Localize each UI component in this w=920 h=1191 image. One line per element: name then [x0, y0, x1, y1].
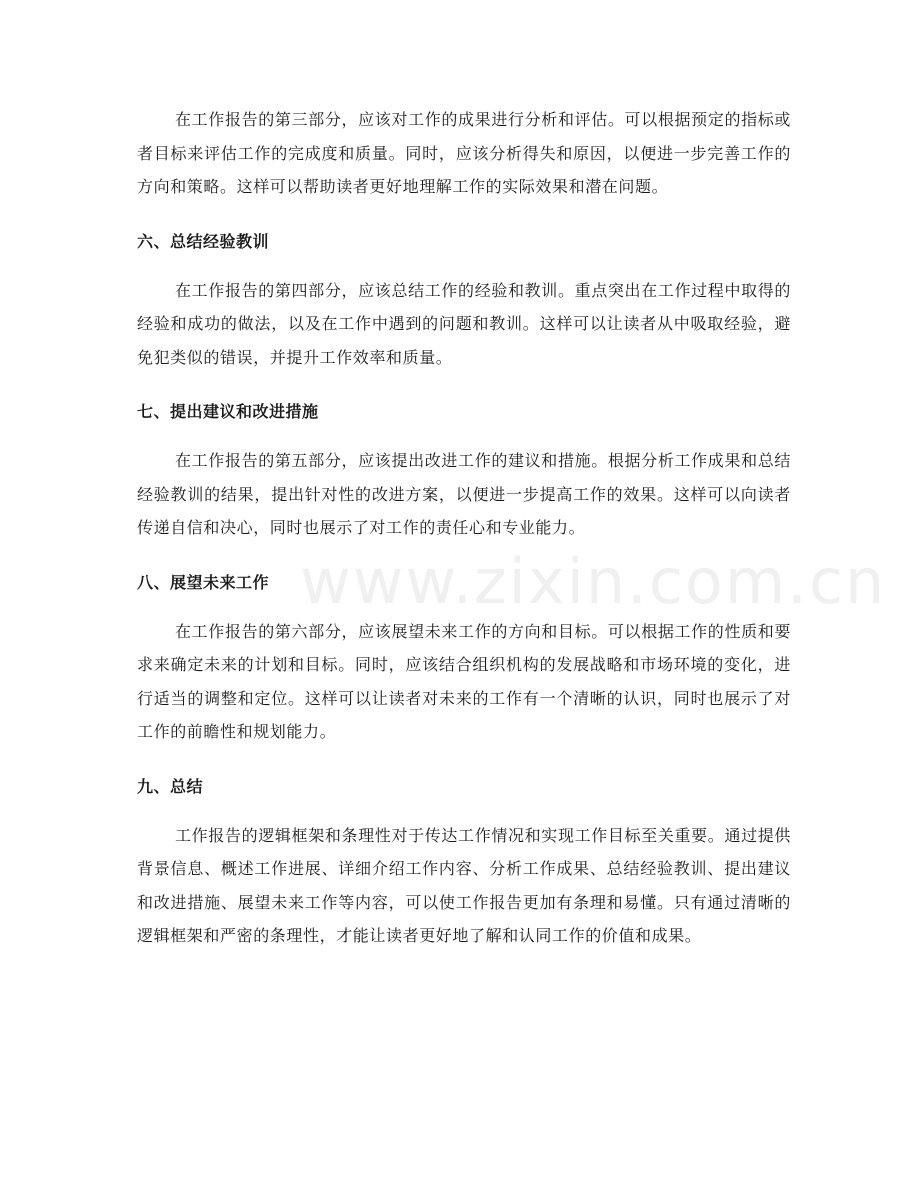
paragraph-conclusion: 工作报告的逻辑框架和条理性对于传达工作情况和实现工作目标至关重要。通过提供背景信息、概述工作进展、详细介绍工作内容、分析工作成果、总结经验教训、提出建议和改进措施、展望未来工作等内容，可以使工作报告更加有条理和易懂。只有通过清晰的逻辑框架和严密的条理性，才能让读者更好地了解和认同工作的价值和成果。: [137, 825, 791, 945]
watermark-text: www.zixin.com.cn: [300, 545, 887, 618]
heading-suggestions: 七、提出建议和改进措施: [137, 402, 319, 421]
paragraph-part-three: 在工作报告的第三部分，应该对工作的成果进行分析和评估。可以根据预定的指标或者目标来评估工作的完成度和质量。同时，应该分析得失和原因，以便进一步完善工作的方向和策略。这样可以帮助读者更好地理解工作的实际效果和潜在问题。: [137, 110, 791, 196]
heading-conclusion: 九、总结: [137, 776, 204, 796]
heading-future-work: 八、展望未来工作: [137, 572, 270, 592]
document-body: [137, 103, 791, 953]
paragraph-part-five: 在工作报告的第五部分，应该提出改进工作的建议和措施。根据分析工作成果和总结经验教训的结果，提出针对性的改进方案，以便进一步提高工作的效果。这样可以向读者传递自信和决心，同时也展示了对工作的责任心和专业能力。: [137, 451, 791, 537]
paragraph-part-six: 在工作报告的第六部分，应该展望未来工作的方向和目标。可以根据工作的性质和要求来确定未来的计划和目标。同时，应该结合组织机构的发展战略和市场环境的变化，进行适当的调整和定位。这样可以让读者对未来的工作有一个清晰的认识，同时也展示了对工作的前瞻性和规划能力。: [137, 621, 791, 741]
paragraph-part-four: 在工作报告的第四部分，应该总结工作的经验和教训。重点突出在工作过程中取得的经验和成功的做法，以及在工作中遇到的问题和教训。这样可以让读者从中吸取经验，避免犯类似的错误，并提升工作效率和质量。: [137, 280, 791, 367]
heading-summarize-lessons: 六、总结经验教训: [137, 231, 270, 251]
